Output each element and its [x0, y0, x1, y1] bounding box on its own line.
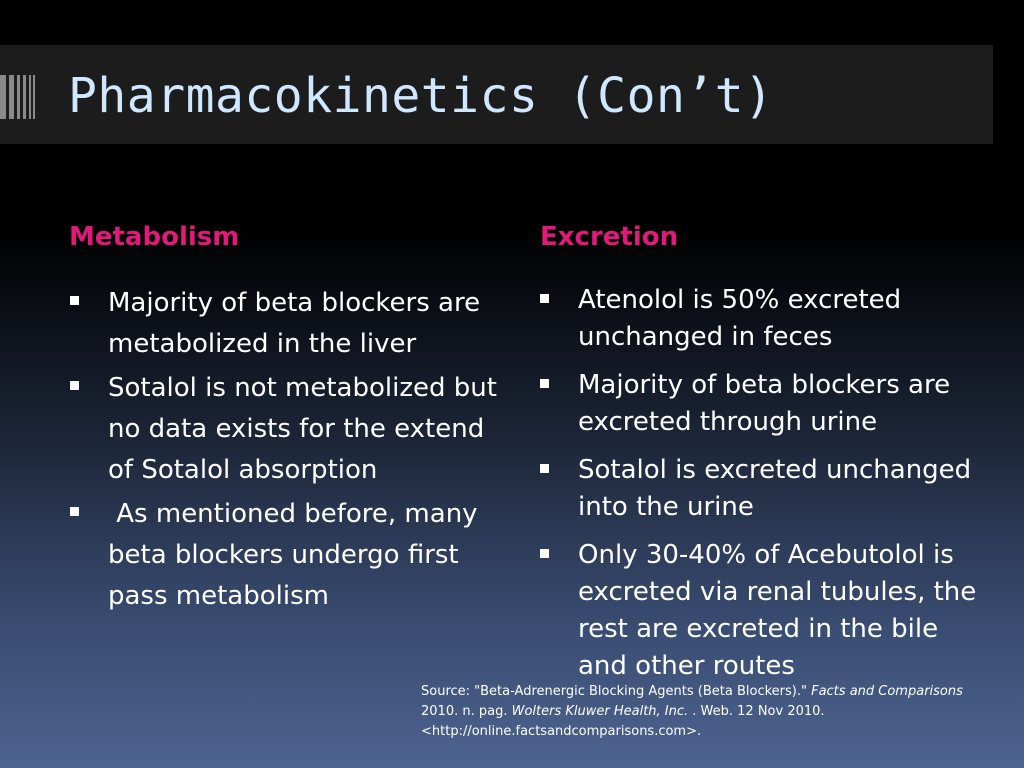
bullet-square-icon [70, 296, 79, 305]
list-item [68, 283, 508, 365]
list-item [538, 452, 978, 526]
list-item-text: Sotalol is excreted unchanged into the urine [578, 455, 972, 522]
list-item-text: Only 30-40% of Acebutolol is excreted via renal tubules, the rest are excreted in the bile and other routes [578, 540, 977, 681]
source-text: 2010. n. pag. [421, 704, 512, 719]
metabolism-list [68, 283, 508, 620]
list-item [68, 368, 508, 491]
source-citation [421, 682, 981, 742]
source-text: . Web. 12 Nov 2010. <http://online.factsandcomparisons.com>. [421, 704, 825, 739]
source-text: Source: "Beta-Adrenergic Blocking Agents (Beta Blockers)." [421, 684, 812, 699]
list-item-text: Atenolol is 50% excreted unchanged in feces [578, 285, 902, 352]
source-publisher: Wolters Kluwer Health, Inc. [511, 704, 689, 719]
bullet-square-icon [70, 507, 79, 516]
excretion-heading: Excretion [540, 222, 679, 252]
bullet-square-icon [540, 294, 549, 303]
list-item-text: Majority of beta blockers are metabolized in the liver [108, 288, 481, 359]
excretion-list [538, 282, 978, 696]
list-item-text: Sotalol is not metabolized but no data exists for the extend of Sotalol absorption [108, 373, 497, 485]
bullet-square-icon [540, 549, 549, 558]
list-item-text: Majority of beta blockers are excreted through urine [578, 370, 951, 437]
list-item [538, 367, 978, 441]
bullet-square-icon [540, 379, 549, 388]
bullet-square-icon [540, 464, 549, 473]
list-item [538, 537, 978, 685]
title-decoration-icon [0, 75, 36, 119]
list-item [538, 282, 978, 356]
list-item [68, 494, 508, 617]
metabolism-heading: Metabolism [69, 222, 240, 252]
list-item-text: As mentioned before, many beta blockers undergo first pass metabolism [108, 499, 486, 611]
bullet-square-icon [70, 381, 79, 390]
slide-title: Pharmacokinetics (Con’t) [68, 68, 774, 124]
source-publication: Facts and Comparisons [811, 684, 963, 699]
